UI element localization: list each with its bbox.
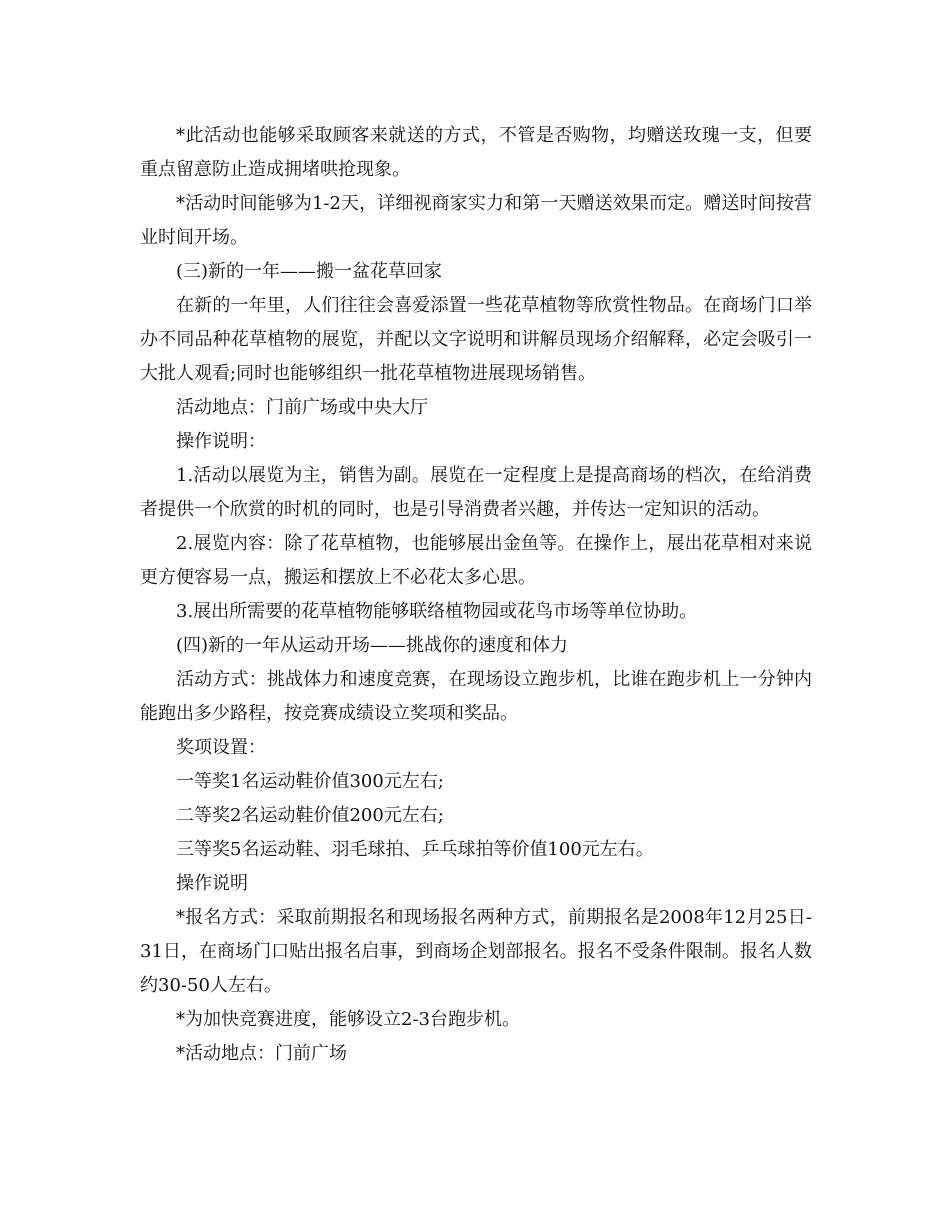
paragraph-operation-heading: 操作说明： bbox=[176, 431, 266, 452]
paragraph-activity-time: *活动时间能够为1-2天，详细视商家实力和第一天赠送效果而定。赠送时间按营业时间开场。 bbox=[140, 193, 812, 248]
paragraph-rose-gift: *此活动也能够采取顾客来就送的方式，不管是否购物，均赠送玫瑰一支，但要重点留意防止造成拥堵哄抢现象。 bbox=[140, 125, 812, 180]
section-heading-4: (四)新的一年从运动开场——挑战你的速度和体力 bbox=[176, 635, 569, 656]
paragraph-second-prize: 二等奖2名运动鞋价值200元左右; bbox=[176, 805, 444, 826]
paragraph-location-2: *活动地点：门前广场 bbox=[176, 1043, 347, 1064]
paragraph-flower-exhibition: 在新的一年里，人们往往会喜爱添置一些花草植物等欣赏性物品。在商场门口举办不同品种花草植物的展览，并配以文字说明和讲解员现场介绍解释，必定会吸引一大批人观看;同时也能够组织一批花草植物进展现场销售。 bbox=[140, 295, 812, 384]
paragraph-activity-method: 活动方式：挑战体力和速度竞赛，在现场设立跑步机，比谁在跑步机上一分钟内能跑出多少路程，按竞赛成绩设立奖项和奖品。 bbox=[140, 669, 812, 724]
paragraph-location: 活动地点：门前广场或中央大厅 bbox=[176, 397, 428, 418]
paragraph-registration: *报名方式：采取前期报名和现场报名两种方式，前期报名是2008年12月25日-31日，在商场门口贴出报名启事，到商场企划部报名。报名不受条件限制。报名人数约30-50人左右。 bbox=[140, 907, 812, 996]
paragraph-treadmills: *为加快竞赛进度，能够设立2-3台跑步机。 bbox=[176, 1009, 520, 1030]
paragraph-awards-heading: 奖项设置： bbox=[176, 737, 266, 758]
paragraph-third-prize: 三等奖5名运动鞋、羽毛球拍、乒乓球拍等价值100元左右。 bbox=[176, 839, 654, 860]
paragraph-first-prize: 一等奖1名运动鞋价值300元左右; bbox=[176, 771, 444, 792]
section-heading-3: (三)新的一年——搬一盆花草回家 bbox=[176, 261, 443, 282]
paragraph-item-1: 1.活动以展览为主，销售为副。展览在一定程度上是提高商场的档次，在给消费者提供一个欣赏的时机的同时，也是引导消费者兴趣，并传达一定知识的活动。 bbox=[140, 465, 812, 520]
paragraph-operation-heading-2: 操作说明 bbox=[176, 873, 248, 894]
paragraph-item-2: 2.展览内容：除了花草植物，也能够展出金鱼等。在操作上，展出花草相对来说更方便容易一点，搬运和摆放上不必花太多心思。 bbox=[140, 533, 812, 588]
document-page bbox=[140, 119, 812, 1071]
paragraph-item-3: 3.展出所需要的花草植物能够联络植物园或花鸟市场等单位协助。 bbox=[176, 601, 698, 622]
